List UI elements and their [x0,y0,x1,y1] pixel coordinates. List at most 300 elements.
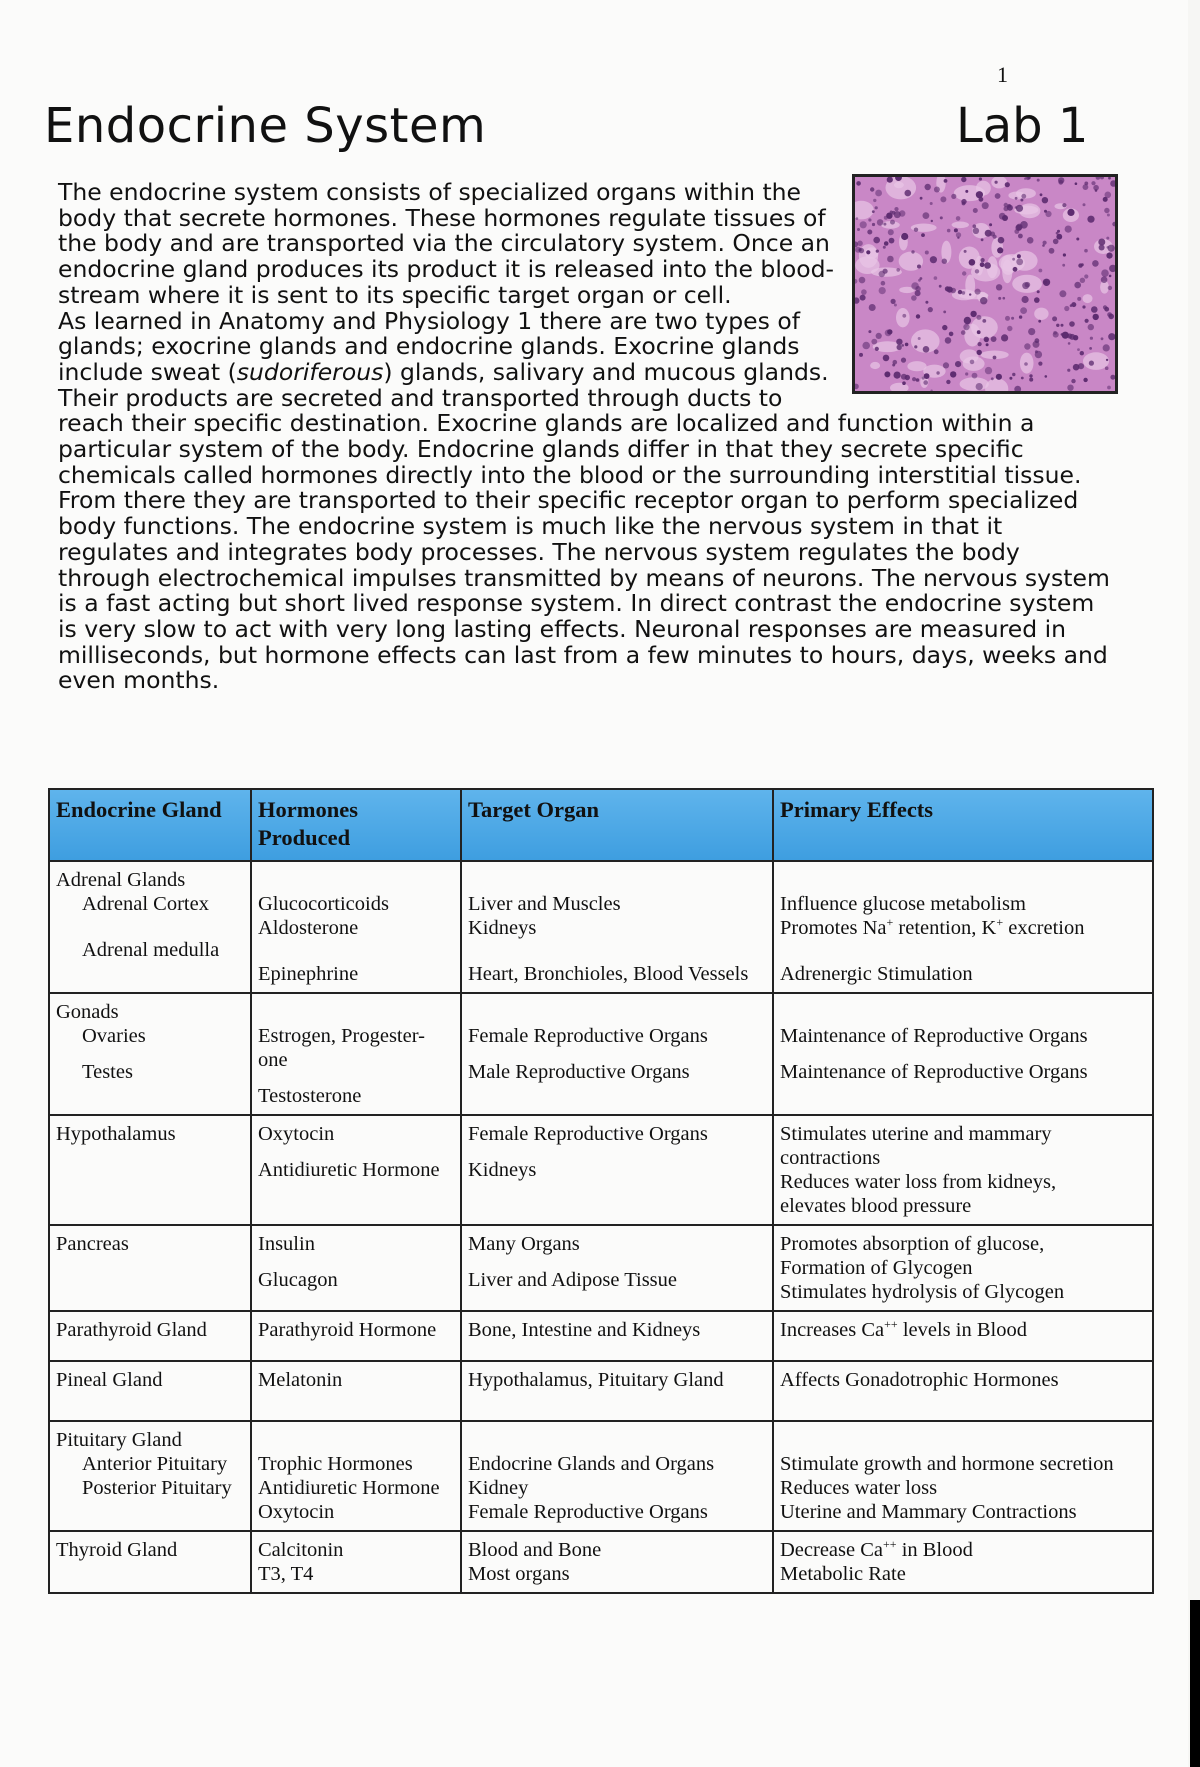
endocrine-table [48,788,1154,1594]
micrograph-nucleus [861,289,867,295]
micrograph-nucleus [976,383,983,390]
micrograph-nucleus [977,350,982,355]
micrograph-nucleus [939,285,942,288]
micrograph-nucleus [996,374,1002,380]
effect: Stimulates uterine and mammary [780,1123,1052,1145]
tissue-micrograph [852,174,1118,394]
micrograph-nucleus [889,238,895,244]
micrograph-space [896,308,910,327]
hormone: Trophic Hormones [258,1453,413,1475]
micrograph-nucleus [1080,278,1085,283]
micrograph-nucleus [1021,377,1024,380]
micrograph-space [1034,308,1048,320]
table-row [49,1531,1153,1593]
micrograph-nucleus [934,276,938,280]
micrograph-nucleus [1077,348,1080,351]
table-row [49,1115,1153,1225]
micrograph-nucleus [883,355,890,362]
effect: Influence glucose metabolism [780,893,1026,915]
micrograph-nucleus [1045,375,1048,378]
micrograph-nucleus [876,250,879,253]
micrograph-nucleus [1069,321,1075,327]
micrograph-nucleus [1089,347,1092,350]
micrograph-nucleus [1087,216,1094,223]
micrograph-nucleus [894,304,897,307]
gland-sub: Anterior Pituitary [82,1453,228,1475]
effect-part: levels in Blood [897,1319,1027,1341]
table-row [49,1421,1153,1531]
gland-sub: Testes [82,1061,133,1083]
page-title: Endocrine System [44,98,487,154]
micrograph-nucleus [1022,296,1029,303]
micrograph-nucleus [947,229,951,233]
micrograph-nucleus [917,265,921,269]
micrograph-nucleus [925,301,928,304]
effect-part: Decrease Ca [780,1539,884,1561]
micrograph-nucleus [879,287,886,294]
micrograph-nucleus [981,238,984,241]
micrograph-nucleus [1037,290,1040,293]
hormone: Parathyroid Hormone [258,1319,437,1341]
micrograph-nucleus [993,356,997,360]
micrograph-nucleus [1061,324,1064,327]
hormone: Melatonin [258,1369,343,1391]
effect [780,916,1146,940]
micrograph-nucleus [1093,314,1099,320]
micrograph-nucleus [969,259,976,266]
intro-paragraph-1: The endocrine system consists of specialized organs within the body that secrete hormones. These hormones regulate tissues of the body and are transported via the circulatory system. Once an endocrine gland produces its product it is released into the blood-stream where it is sent to its specific target organ or cell. [58,178,835,309]
micrograph-nucleus [1108,286,1112,290]
effect: Maintenance of Reproductive Organs [780,1061,1088,1083]
micrograph-nucleus [1075,182,1078,185]
micrograph-nucleus [883,246,886,249]
micrograph-nucleus [887,329,892,334]
micrograph-space [1002,260,1012,284]
micrograph-nucleus [881,281,886,286]
micrograph-nucleus [1065,226,1072,233]
target-organ: Many Organs [468,1233,580,1255]
micrograph-nucleus [897,345,902,350]
micrograph-nucleus [977,330,981,334]
micrograph-nucleus [884,241,889,246]
effect-part: Increases Ca [780,1319,885,1341]
micrograph-nucleus [902,381,906,385]
micrograph-nucleus [954,228,958,232]
micrograph-nucleus [883,223,886,226]
gland-sub: Adrenal Cortex [82,893,209,915]
micrograph-nucleus [1058,177,1064,183]
micrograph-nucleus [1067,369,1070,372]
micrograph-nucleus [1052,316,1057,321]
micrograph-nucleus [1017,254,1021,258]
micrograph-nucleus [1071,379,1075,383]
micrograph-nucleus [986,343,989,346]
micrograph-nucleus [918,337,921,340]
micrograph-nucleus [860,221,867,228]
header-hormones: Hormones Produced [251,789,461,861]
micrograph-nucleus [990,232,995,237]
micrograph-nucleus [961,330,966,335]
micrograph-nucleus [911,250,914,253]
micrograph-nucleus [991,336,997,342]
effect-part: retention, K [893,917,997,939]
micrograph-nucleus [997,247,1003,253]
micrograph-nucleus [1101,337,1104,340]
micrograph-nucleus [890,211,893,214]
gland-name: Pineal Gland [56,1369,163,1391]
micrograph-nucleus [890,220,895,225]
micrograph-nucleus [984,262,991,269]
micrograph-nucleus [859,277,866,284]
micrograph-nucleus [1074,282,1081,289]
micrograph-nucleus [891,299,896,304]
micrograph-nucleus [1082,305,1085,308]
intro-paragraph-2a: As learned in Anatomy and Physiology 1 there are two types of glands; exocrine glands and endocrine glands. Exocrine glands include sweat ( [58,306,800,386]
micrograph-nucleus [949,332,954,337]
micrograph-nucleus [1084,182,1088,186]
micrograph-nucleus [943,362,949,368]
micrograph-nucleus [963,324,969,330]
gland-name: Adrenal Glands [56,869,186,891]
micrograph-nucleus [922,376,925,379]
micrograph-nucleus [975,269,979,273]
micrograph-nucleus [1028,328,1035,335]
micrograph-nucleus [998,297,1001,300]
micrograph-nucleus [894,207,898,211]
micrograph-nucleus [1091,181,1095,185]
micrograph-nucleus [1049,248,1055,254]
micrograph-nucleus [1043,279,1050,286]
micrograph-nucleus [982,319,986,323]
micrograph-nucleus [902,314,906,318]
micrograph-nucleus [962,202,966,206]
effect: Maintenance of Reproductive Organs [780,1025,1088,1047]
micrograph-nucleus [1007,326,1012,331]
target-organ: Hypothalamus, Pituitary Gland [468,1369,724,1391]
micrograph-nucleus [1018,234,1023,239]
target-organ: Female Reproductive Organs [468,1025,708,1047]
gland-name: Pituitary Gland [56,1429,182,1451]
micrograph-nucleus [996,284,1002,290]
micrograph-nucleus [962,271,966,275]
effect-part: excretion [1003,917,1085,939]
effect [780,1538,1146,1562]
micrograph-nucleus [1071,302,1076,307]
hormone: Calcitonin [258,1539,344,1561]
micrograph-nucleus [1084,249,1088,253]
micrograph-nucleus [916,314,920,318]
micrograph-nucleus [956,216,961,221]
micrograph-nucleus [901,374,907,380]
hormone: Insulin [258,1233,315,1255]
gland-name: Thyroid Gland [56,1539,178,1561]
table-row [49,993,1153,1115]
table-row [49,1311,1153,1361]
micrograph-nucleus [1038,362,1042,366]
micrograph-nucleus [894,211,901,218]
micrograph-nucleus [1107,312,1112,317]
lab-label: Lab 1 [956,98,1089,154]
micrograph-nucleus [947,287,953,293]
header-gland: Endocrine Gland [49,789,251,861]
target-organ: Kidneys [468,1159,537,1181]
superscript: ++ [883,1537,897,1552]
micrograph-nucleus [1039,269,1043,273]
micrograph-nucleus [1064,306,1069,311]
micrograph-nucleus [979,177,982,180]
micrograph-nucleus [871,339,877,345]
micrograph-nucleus [985,338,989,342]
target-organ: Most organs [468,1563,570,1585]
micrograph-nucleus [934,187,940,193]
micrograph-nucleus [918,279,921,282]
micrograph-nucleus [1068,342,1071,345]
micrograph-nucleus [976,191,983,198]
gland-name: Parathyroid Gland [56,1319,207,1341]
micrograph-nucleus [1013,267,1018,272]
micrograph-nucleus [1056,234,1062,240]
hormone: Antidiuretic Hormone [258,1159,440,1181]
micrograph-nucleus [901,358,906,363]
hormone: Aldosterone [258,917,359,939]
hormone: Glucagon [258,1269,338,1291]
micrograph-nucleus [1084,274,1088,278]
micrograph-nucleus [859,248,862,251]
effect: contractions [780,1147,881,1169]
intro-italic-term: sudoriferous [236,357,384,386]
micrograph-image [855,177,1115,391]
micrograph-nucleus [964,250,967,253]
micrograph-nucleus [943,311,946,314]
micrograph-nucleus [965,372,968,375]
micrograph-nucleus [901,233,908,240]
micrograph-nucleus [888,229,894,235]
micrograph-nucleus [1081,263,1084,266]
micrograph-nucleus [991,377,994,380]
micrograph-nucleus [1059,290,1066,297]
target-organ: Female Reproductive Organs [468,1123,708,1145]
target-organ: Liver and Adipose Tissue [468,1269,677,1291]
micrograph-nucleus [1004,203,1008,207]
micrograph-nucleus [956,232,961,237]
superscript: ++ [884,1317,898,1332]
micrograph-nucleus [875,347,879,351]
micrograph-nucleus [866,250,870,254]
micrograph-nucleus [1062,264,1065,267]
micrograph-nucleus [950,371,956,377]
table-row [49,1225,1153,1311]
micrograph-nucleus [923,346,930,353]
micrograph-nucleus [1092,260,1099,267]
micrograph-nucleus [873,237,880,244]
intro-text [58,180,1118,694]
target-organ: Heart, Bronchioles, Blood Vessels [468,963,749,985]
micrograph-nucleus [923,212,930,219]
micrograph-nucleus [1078,363,1084,369]
micrograph-nucleus [1105,366,1109,370]
micrograph-space [1083,352,1109,370]
micrograph-nucleus [1062,203,1066,207]
micrograph-nucleus [1056,232,1059,235]
effect: Metabolic Rate [780,1563,906,1585]
micrograph-nucleus [942,259,947,264]
micrograph-nucleus [1009,377,1012,380]
micrograph-nucleus [1056,324,1059,327]
target-organ: Endocrine Glands and Organs [468,1453,715,1475]
micrograph-nucleus [1034,297,1040,303]
target-organ: Male Reproductive Organs [468,1061,690,1083]
micrograph-nucleus [1109,275,1112,278]
header-target: Target Organ [461,789,773,861]
effect: Promotes absorption of glucose, [780,1233,1045,1255]
micrograph-nucleus [995,193,1001,199]
micrograph-nucleus [942,325,947,330]
hormone: Estrogen, Progester- [258,1025,425,1047]
micrograph-nucleus [1085,319,1089,323]
micrograph-nucleus [912,377,916,381]
hormone: one [258,1049,288,1071]
micrograph-nucleus [1020,199,1023,202]
micrograph-nucleus [1011,317,1014,320]
micrograph-nucleus [1015,197,1018,200]
micrograph-nucleus [1040,193,1043,196]
micrograph-nucleus [921,233,925,237]
micrograph-nucleus [915,290,921,296]
micrograph-nucleus [862,342,870,350]
micrograph-nucleus [946,380,950,384]
micrograph-nucleus [914,228,918,232]
micrograph-nucleus [1053,239,1059,245]
hormone: T3, T4 [258,1563,314,1585]
micrograph-nucleus [1106,237,1109,240]
micrograph-nucleus [930,256,937,263]
effect-part: in Blood [896,1539,973,1561]
micrograph-nucleus [1089,361,1094,366]
effect: Stimulates hydrolysis of Glycogen [780,1281,1065,1303]
micrograph-space [952,222,969,229]
effect: Stimulate growth and hormone secretion [780,1453,1114,1475]
table-row [49,1361,1153,1421]
micrograph-nucleus [886,213,892,219]
micrograph-nucleus [1002,215,1008,221]
effect: Affects Gonadotrophic Hormones [780,1369,1059,1391]
micrograph-nucleus [870,187,874,191]
micrograph-nucleus [931,220,933,222]
micrograph-nucleus [1098,239,1105,246]
target-organ: Liver and Muscles [468,893,621,915]
hormone: Glucocorticoids [258,893,389,915]
micrograph-nucleus [1069,334,1075,340]
micrograph-nucleus [970,360,975,365]
micrograph-nucleus [965,190,968,193]
micrograph-nucleus [970,311,976,317]
micrograph-nucleus [981,258,985,262]
micrograph-nucleus [896,268,900,272]
micrograph-nucleus [1083,203,1086,206]
micrograph-nucleus [868,330,871,333]
micrograph-space [960,377,989,390]
effect: Reduces water loss [780,1477,938,1499]
micrograph-nucleus [1101,276,1108,283]
micrograph-nucleus [1104,208,1109,213]
hormone: Testosterone [258,1085,362,1107]
micrograph-nucleus [982,202,989,209]
micrograph-space [963,357,985,371]
micrograph-nucleus [877,219,884,226]
table-header-row [49,789,1153,861]
effect [780,1318,1146,1342]
micrograph-nucleus [1015,206,1018,209]
micrograph-nucleus [1027,237,1034,244]
micrograph-nucleus [1107,246,1110,249]
micrograph-nucleus [875,190,882,197]
micrograph-nucleus [911,295,917,301]
micrograph-nucleus [958,290,962,294]
micrograph-nucleus [905,190,912,197]
micrograph-nucleus [1003,297,1006,300]
superscript: + [886,915,894,930]
micrograph-nucleus [964,317,971,324]
micrograph-nucleus [1067,385,1073,391]
micrograph-nucleus [1005,316,1010,321]
micrograph-nucleus [1067,209,1074,216]
micrograph-nucleus [860,295,866,301]
micrograph-nucleus [884,371,890,377]
micrograph-nucleus [1029,378,1033,382]
micrograph-nucleus [873,199,876,202]
gland-sub: Ovaries [82,1025,146,1047]
micrograph-nucleus [1024,362,1028,366]
micrograph-nucleus [916,378,920,382]
micrograph-nucleus [894,372,901,379]
effect: Uterine and Mammary Contractions [780,1501,1077,1523]
micrograph-nucleus [1099,245,1105,251]
micrograph-nucleus [911,282,919,290]
micrograph-nucleus [936,371,939,374]
micrograph-nucleus [856,217,859,220]
micrograph-nucleus [867,230,872,235]
gland-name: Pancreas [56,1233,129,1255]
micrograph-nucleus [923,380,928,385]
micrograph-nucleus [940,196,946,202]
micrograph-nucleus [1043,241,1047,245]
micrograph-nucleus [961,177,966,182]
superscript: + [996,915,1004,930]
micrograph-nucleus [1106,253,1112,259]
micrograph-nucleus [975,289,981,295]
effect: Adrenergic Stimulation [780,963,973,985]
micrograph-nucleus [1016,224,1022,230]
micrograph-nucleus [969,293,971,295]
micrograph-nucleus [857,241,863,247]
micrograph-nucleus [896,339,902,345]
micrograph-nucleus [934,349,939,354]
micrograph-nucleus [1045,211,1051,217]
gland-name: Gonads [56,1001,119,1023]
micrograph-nucleus [1020,307,1027,314]
micrograph-nucleus [883,269,888,274]
gland-sub: Posterior Pituitary [82,1477,232,1499]
micrograph-nucleus [995,181,998,184]
micrograph-nucleus [951,194,956,199]
micrograph-nucleus [925,184,931,190]
micrograph-nucleus [1080,351,1084,355]
micrograph-nucleus [1090,337,1093,340]
micrograph-nucleus [1037,179,1040,182]
micrograph-nucleus [1093,185,1099,191]
micrograph-nucleus [1029,374,1032,377]
micrograph-nucleus [928,307,933,312]
